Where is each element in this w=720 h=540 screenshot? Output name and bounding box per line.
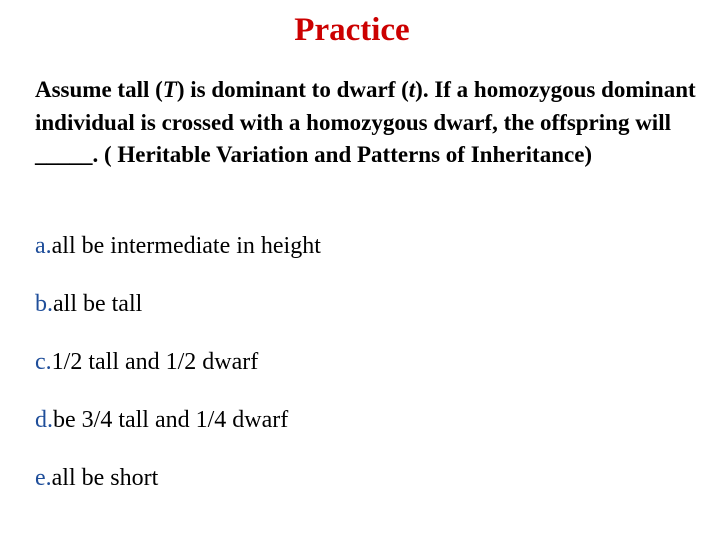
question-part-2: ) is dominant to dwarf ( <box>176 77 409 102</box>
answer-option-a[interactable] <box>35 226 695 266</box>
option-letter: c. <box>35 349 52 375</box>
answer-option-c[interactable] <box>35 342 695 382</box>
option-text: be 3/4 tall and 1/4 dwarf <box>53 407 289 433</box>
answer-option-d[interactable] <box>35 400 695 440</box>
question-part-1: Assume tall ( <box>35 77 163 102</box>
answer-option-e[interactable] <box>35 458 695 498</box>
answer-options-list <box>35 226 695 516</box>
option-text: all be tall <box>53 291 143 317</box>
answer-option-b[interactable] <box>35 284 695 324</box>
option-letter: b. <box>35 291 53 317</box>
question-part-3: ). If a homozygous dominant individual is crossed with a homozygous dwarf, the offspring will _____. ( Heritable Variation and Patterns of Inheritance) <box>35 77 696 167</box>
option-text: 1/2 tall and 1/2 dwarf <box>51 349 259 375</box>
option-letter: e. <box>35 465 52 491</box>
option-text: all be short <box>51 465 159 491</box>
slide-title: Practice <box>294 12 410 48</box>
option-letter: a. <box>35 233 52 259</box>
option-letter: d. <box>35 407 53 433</box>
option-text: all be intermediate in height <box>51 233 321 259</box>
dwarf-allele-symbol: t <box>408 77 416 102</box>
question-text <box>35 74 705 172</box>
tall-allele-symbol: T <box>162 77 177 102</box>
